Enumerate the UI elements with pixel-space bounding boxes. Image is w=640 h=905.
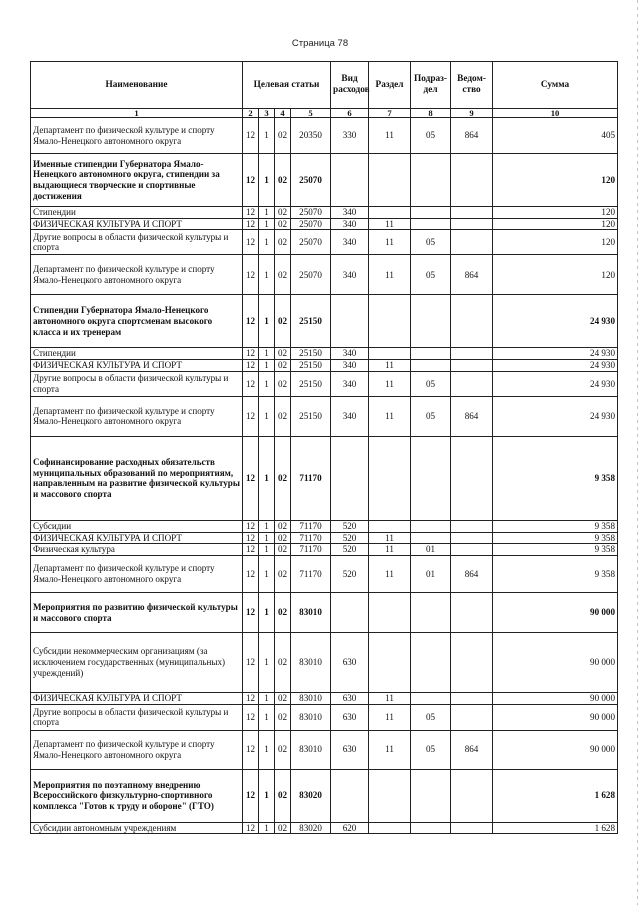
row-amount-cell: 405 [493,118,618,154]
table-row [31,255,618,295]
row-code-a-cell: 12 [243,693,259,705]
row-code-d-cell: 25070 [291,230,331,255]
row-code-c-cell: 02 [275,360,291,372]
row-name-cell: Мероприятия по поэтапному внедрению Всероссийского физкультурно-спортивного комплекса "Готов к труду и обороне" (ГТО) [31,769,243,822]
row-department-cell: 864 [451,396,493,436]
row-amount-cell: 90 000 [493,593,618,633]
header-name: Наименование [31,62,243,109]
row-expense-type-cell: 340 [331,207,369,219]
row-code-c-cell: 02 [275,633,291,693]
row-department-cell [451,532,493,544]
scan-edge-marks [637,0,638,905]
table-row [31,633,618,693]
row-section-cell: 11 [369,218,411,230]
row-section-cell: 11 [369,360,411,372]
row-name-cell: Другие вопросы в области физической культуры и спорта [31,704,243,730]
row-expense-type-cell: 340 [331,230,369,255]
row-name-cell: ФИЗИЧЕСКАЯ КУЛЬТУРА И СПОРТ [31,693,243,705]
row-code-d-cell: 83020 [291,769,331,822]
column-number: 2 [243,109,259,118]
header-row [31,62,618,109]
row-subsection-cell: 05 [411,730,451,769]
row-section-cell: 11 [369,255,411,295]
row-department-cell [451,371,493,396]
row-amount-cell: 1 628 [493,822,618,834]
row-department-cell [451,218,493,230]
row-expense-type-cell: 520 [331,556,369,593]
table-row [31,218,618,230]
row-name-cell: Стипендии [31,348,243,360]
row-subsection-cell [411,520,451,532]
row-amount-cell: 9 358 [493,544,618,556]
row-subsection-cell: 05 [411,704,451,730]
row-code-d-cell: 71170 [291,556,331,593]
row-code-a-cell: 12 [243,371,259,396]
column-number: 10 [493,109,618,118]
row-code-c-cell: 02 [275,730,291,769]
header-subsection: Подраз-дел [411,62,451,109]
row-code-c-cell: 02 [275,218,291,230]
row-expense-type-cell: 330 [331,118,369,154]
row-department-cell [451,593,493,633]
row-section-cell [369,769,411,822]
row-code-b-cell: 1 [259,436,275,520]
row-code-b-cell: 1 [259,396,275,436]
row-subsection-cell [411,348,451,360]
row-amount-cell: 24 930 [493,348,618,360]
row-subsection-cell [411,769,451,822]
row-code-d-cell: 25070 [291,255,331,295]
row-amount-cell: 120 [493,207,618,219]
row-code-a-cell: 12 [243,520,259,532]
row-expense-type-cell [331,769,369,822]
column-number: 9 [451,109,493,118]
row-code-c-cell: 02 [275,295,291,348]
row-code-d-cell: 20350 [291,118,331,154]
row-code-a-cell: 12 [243,207,259,219]
row-amount-cell: 90 000 [493,633,618,693]
row-department-cell [451,704,493,730]
row-code-b-cell: 1 [259,544,275,556]
row-code-c-cell: 02 [275,255,291,295]
table-row [31,520,618,532]
row-section-cell [369,436,411,520]
row-section-cell: 11 [369,118,411,154]
row-subsection-cell: 05 [411,255,451,295]
row-code-b-cell: 1 [259,207,275,219]
row-code-b-cell: 1 [259,218,275,230]
table-row [31,348,618,360]
row-code-b-cell: 1 [259,693,275,705]
row-amount-cell: 90 000 [493,704,618,730]
row-code-b-cell: 1 [259,556,275,593]
row-code-d-cell: 71170 [291,532,331,544]
row-section-cell [369,822,411,834]
header-amount: Сумма [493,62,618,109]
row-department-cell: 864 [451,556,493,593]
row-section-cell: 11 [369,730,411,769]
row-code-b-cell: 1 [259,154,275,207]
row-name-cell: Субсидии [31,520,243,532]
row-code-c-cell: 02 [275,348,291,360]
row-code-d-cell: 83010 [291,633,331,693]
row-code-a-cell: 12 [243,396,259,436]
row-code-a-cell: 12 [243,704,259,730]
row-code-d-cell: 83010 [291,593,331,633]
row-code-c-cell: 02 [275,520,291,532]
table-row [31,207,618,219]
row-expense-type-cell: 340 [331,255,369,295]
row-amount-cell: 120 [493,154,618,207]
row-code-a-cell: 12 [243,360,259,372]
row-code-c-cell: 02 [275,396,291,436]
header-expense-type: Вид расходов [331,62,369,109]
row-name-cell: Стипендии Губернатора Ямало-Ненецкого автономного округа спортсменам высокого класса и их тренерам [31,295,243,348]
row-name-cell: Субсидии некоммерческим организациям (за исключением государственных (муниципальных) учреждений) [31,633,243,693]
table-row [31,704,618,730]
row-section-cell [369,154,411,207]
row-code-b-cell: 1 [259,593,275,633]
row-code-a-cell: 12 [243,633,259,693]
table-row [31,230,618,255]
row-department-cell [451,360,493,372]
row-code-c-cell: 02 [275,704,291,730]
row-code-c-cell: 02 [275,769,291,822]
row-code-b-cell: 1 [259,704,275,730]
row-department-cell [451,230,493,255]
row-name-cell: Физическая культура [31,544,243,556]
table-body [31,118,618,834]
row-code-a-cell: 12 [243,822,259,834]
column-number: 6 [331,109,369,118]
table-row [31,371,618,396]
row-code-b-cell: 1 [259,520,275,532]
row-expense-type-cell: 520 [331,544,369,556]
row-department-cell [451,520,493,532]
column-number: 1 [31,109,243,118]
row-code-c-cell: 02 [275,822,291,834]
row-amount-cell: 24 930 [493,360,618,372]
row-section-cell: 11 [369,371,411,396]
column-number: 5 [291,109,331,118]
row-subsection-cell [411,822,451,834]
row-amount-cell: 120 [493,218,618,230]
row-section-cell: 11 [369,556,411,593]
row-expense-type-cell: 630 [331,730,369,769]
row-subsection-cell [411,532,451,544]
table-row [31,693,618,705]
row-expense-type-cell [331,295,369,348]
row-amount-cell: 9 358 [493,532,618,544]
row-department-cell [451,436,493,520]
row-department-cell [451,295,493,348]
row-section-cell [369,633,411,693]
page-number-label: Страница 78 [291,38,349,49]
row-name-cell: Департамент по физической культуре и спорту Ямало-Ненецкого автономного округа [31,556,243,593]
row-code-c-cell: 02 [275,544,291,556]
row-subsection-cell [411,218,451,230]
table-row [31,118,618,154]
row-subsection-cell: 05 [411,371,451,396]
row-code-b-cell: 1 [259,295,275,348]
row-expense-type-cell: 340 [331,360,369,372]
table-row [31,556,618,593]
row-code-d-cell: 71170 [291,520,331,532]
row-code-b-cell: 1 [259,360,275,372]
row-section-cell: 11 [369,704,411,730]
row-section-cell [369,207,411,219]
row-code-d-cell: 25150 [291,371,331,396]
row-code-d-cell: 25150 [291,360,331,372]
row-subsection-cell [411,360,451,372]
table-row [31,396,618,436]
row-code-c-cell: 02 [275,556,291,593]
table-row [31,532,618,544]
row-name-cell: Департамент по физической культуре и спорту Ямало-Ненецкого автономного округа [31,118,243,154]
row-section-cell: 11 [369,544,411,556]
row-code-d-cell: 71170 [291,436,331,520]
row-code-d-cell: 25070 [291,154,331,207]
header-target-article: Целевая статьи [243,62,331,109]
row-code-b-cell: 1 [259,118,275,154]
row-subsection-cell [411,154,451,207]
row-code-b-cell: 1 [259,633,275,693]
row-subsection-cell: 01 [411,544,451,556]
row-department-cell [451,769,493,822]
row-subsection-cell [411,207,451,219]
row-code-d-cell: 83010 [291,730,331,769]
row-section-cell [369,348,411,360]
row-code-a-cell: 12 [243,218,259,230]
row-code-d-cell: 25150 [291,396,331,436]
row-code-b-cell: 1 [259,532,275,544]
row-code-b-cell: 1 [259,230,275,255]
row-code-a-cell: 12 [243,556,259,593]
row-expense-type-cell: 630 [331,704,369,730]
table-row [31,769,618,822]
row-code-c-cell: 02 [275,207,291,219]
table-row [31,360,618,372]
row-code-d-cell: 71170 [291,544,331,556]
row-name-cell: ФИЗИЧЕСКАЯ КУЛЬТУРА И СПОРТ [31,218,243,230]
row-name-cell: Мероприятия по развитию физической культуры и массового спорта [31,593,243,633]
row-code-b-cell: 1 [259,371,275,396]
row-code-b-cell: 1 [259,348,275,360]
header-department: Ведом-ство [451,62,493,109]
row-expense-type-cell: 340 [331,218,369,230]
table-row [31,593,618,633]
row-name-cell: Департамент по физической культуре и спорту Ямало-Ненецкого автономного округа [31,396,243,436]
row-amount-cell: 9 358 [493,520,618,532]
row-department-cell: 864 [451,255,493,295]
row-expense-type-cell: 620 [331,822,369,834]
row-expense-type-cell: 630 [331,693,369,705]
row-expense-type-cell [331,154,369,207]
row-code-c-cell: 02 [275,154,291,207]
row-amount-cell: 9 358 [493,436,618,520]
row-code-b-cell: 1 [259,730,275,769]
row-amount-cell: 90 000 [493,730,618,769]
row-name-cell: Другие вопросы в области физической культуры и спорта [31,371,243,396]
row-department-cell [451,544,493,556]
table-row [31,730,618,769]
table-row [31,436,618,520]
row-code-c-cell: 02 [275,230,291,255]
row-code-a-cell: 12 [243,593,259,633]
row-name-cell: Стипендии [31,207,243,219]
row-amount-cell: 120 [493,255,618,295]
row-subsection-cell: 05 [411,118,451,154]
row-subsection-cell: 05 [411,396,451,436]
row-department-cell [451,207,493,219]
row-amount-cell: 90 000 [493,693,618,705]
row-section-cell: 11 [369,230,411,255]
row-amount-cell: 120 [493,230,618,255]
row-section-cell [369,295,411,348]
row-code-a-cell: 12 [243,295,259,348]
row-code-a-cell: 12 [243,544,259,556]
column-number-row [31,109,618,118]
row-subsection-cell [411,633,451,693]
row-amount-cell: 24 930 [493,396,618,436]
row-code-d-cell: 25070 [291,207,331,219]
row-code-a-cell: 12 [243,532,259,544]
row-code-b-cell: 1 [259,255,275,295]
row-name-cell: Именные стипендии Губернатора Ямало-Ненецкого автономного округа, стипендии за выдающиеся творческие и спортивные достижения [31,154,243,207]
row-department-cell: 864 [451,730,493,769]
row-department-cell [451,348,493,360]
row-amount-cell: 24 930 [493,295,618,348]
row-amount-cell: 24 930 [493,371,618,396]
row-subsection-cell: 01 [411,556,451,593]
row-code-d-cell: 83020 [291,822,331,834]
row-name-cell: ФИЗИЧЕСКАЯ КУЛЬТУРА И СПОРТ [31,360,243,372]
row-code-d-cell: 83010 [291,693,331,705]
row-code-b-cell: 1 [259,769,275,822]
row-expense-type-cell [331,593,369,633]
row-code-c-cell: 02 [275,532,291,544]
row-code-a-cell: 12 [243,230,259,255]
row-section-cell: 11 [369,693,411,705]
row-code-a-cell: 12 [243,730,259,769]
row-department-cell: 864 [451,118,493,154]
row-name-cell: Департамент по физической культуре и спорту Ямало-Ненецкого автономного округа [31,730,243,769]
row-department-cell [451,822,493,834]
row-code-c-cell: 02 [275,436,291,520]
row-department-cell [451,633,493,693]
row-name-cell: ФИЗИЧЕСКАЯ КУЛЬТУРА И СПОРТ [31,532,243,544]
table-row [31,822,618,834]
row-code-d-cell: 25150 [291,348,331,360]
row-name-cell: Департамент по физической культуре и спорту Ямало-Ненецкого автономного округа [31,255,243,295]
row-code-d-cell: 83010 [291,704,331,730]
table-row [31,544,618,556]
row-department-cell [451,693,493,705]
table-row [31,295,618,348]
column-number: 7 [369,109,411,118]
row-code-a-cell: 12 [243,436,259,520]
row-subsection-cell: 05 [411,230,451,255]
header-section: Раздел [369,62,411,109]
row-code-c-cell: 02 [275,593,291,633]
row-subsection-cell [411,436,451,520]
column-number: 8 [411,109,451,118]
row-amount-cell: 9 358 [493,556,618,593]
row-section-cell [369,520,411,532]
row-code-d-cell: 25150 [291,295,331,348]
table-row [31,154,618,207]
row-code-a-cell: 12 [243,348,259,360]
row-code-c-cell: 02 [275,371,291,396]
row-subsection-cell [411,593,451,633]
row-subsection-cell [411,295,451,348]
row-expense-type-cell: 520 [331,532,369,544]
row-section-cell: 11 [369,396,411,436]
row-code-c-cell: 02 [275,693,291,705]
row-code-a-cell: 12 [243,118,259,154]
row-amount-cell: 1 628 [493,769,618,822]
row-department-cell [451,154,493,207]
row-expense-type-cell: 340 [331,348,369,360]
row-section-cell: 11 [369,532,411,544]
row-expense-type-cell: 340 [331,371,369,396]
row-code-c-cell: 02 [275,118,291,154]
row-code-b-cell: 1 [259,822,275,834]
row-code-a-cell: 12 [243,769,259,822]
row-code-a-cell: 12 [243,255,259,295]
row-section-cell [369,593,411,633]
row-code-d-cell: 25070 [291,218,331,230]
row-name-cell: Другие вопросы в области физической культуры и спорта [31,230,243,255]
row-expense-type-cell [331,436,369,520]
row-expense-type-cell: 630 [331,633,369,693]
row-subsection-cell [411,693,451,705]
row-code-a-cell: 12 [243,154,259,207]
budget-table [30,61,618,834]
column-number: 3 [259,109,275,118]
row-expense-type-cell: 340 [331,396,369,436]
row-name-cell: Софинансирование расходных обязательств муниципальных образований по мероприятиям, направленным на развитие физической культуры и массового спорта [31,436,243,520]
row-name-cell: Субсидии автономным учреждениям [31,822,243,834]
column-number: 4 [275,109,291,118]
row-expense-type-cell: 520 [331,520,369,532]
